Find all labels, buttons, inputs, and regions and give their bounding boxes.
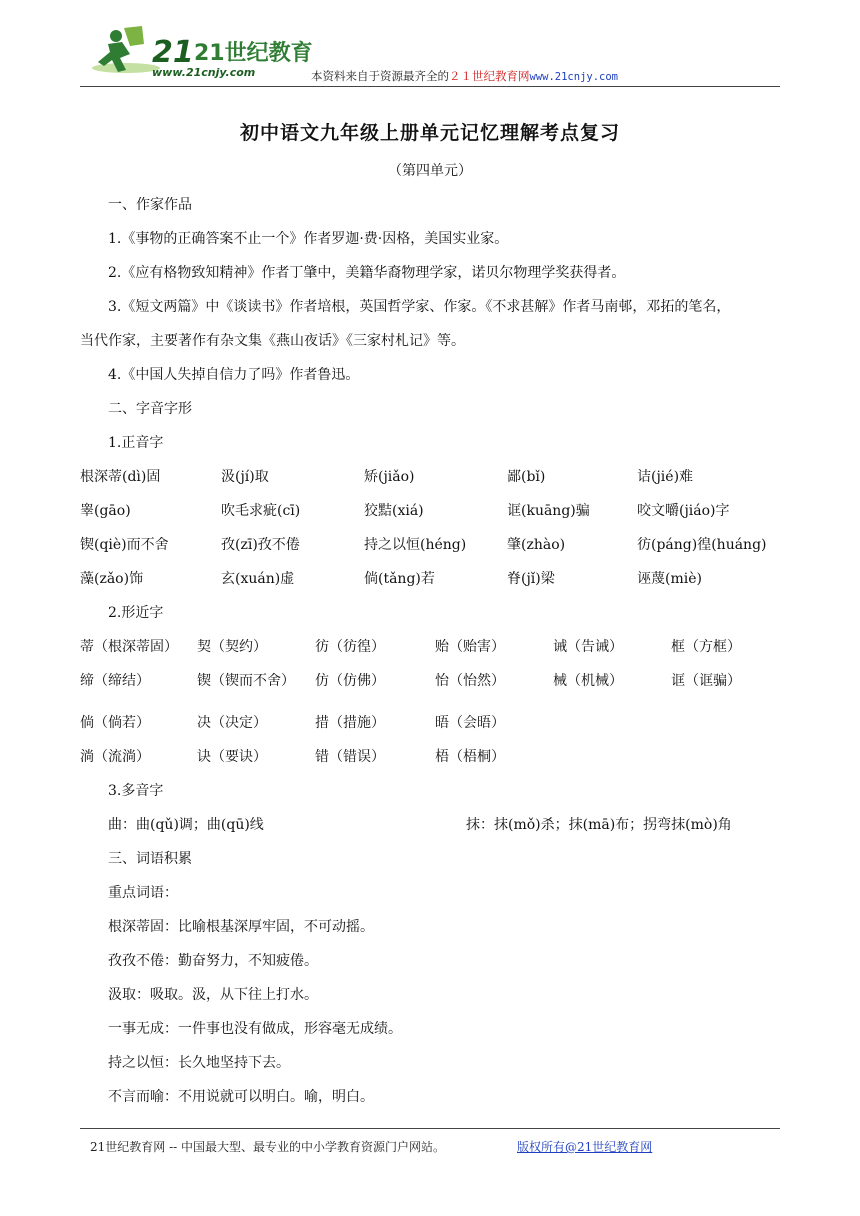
similar-cell: 淌（流淌） <box>80 749 150 765</box>
subheading-key-words: 重点词语： <box>108 885 178 901</box>
pinyin-cell: 诘(jié)难 <box>637 469 694 485</box>
similar-cell: 梧（梧桐） <box>435 749 505 765</box>
pinyin-cell: 咬文嚼(jiáo)字 <box>637 503 730 519</box>
similar-cell: 械（机械） <box>553 673 623 689</box>
similar-cell: 框（方框） <box>671 639 741 655</box>
pinyin-cell: 狡黠(xiá) <box>364 503 424 519</box>
similar-cell: 诫（告诫） <box>553 639 623 655</box>
pinyin-cell: 诓(kuāng)骗 <box>507 503 590 519</box>
document-subtitle: （第四单元） <box>388 163 472 179</box>
similar-cell: 决（决定） <box>197 715 267 731</box>
vocab-item: 根深蒂固：比喻根基深厚牢固，不可动摇。 <box>108 919 374 935</box>
pinyin-cell: 藻(zǎo)饰 <box>80 571 144 587</box>
author-item: 3.《短文两篇》中《谈读书》作者培根，英国哲学家、作家。《不求甚解》作者马南邨，邓拓的笔名， <box>108 299 731 315</box>
subheading-polyphones: 3.多音字 <box>108 783 164 799</box>
polyphone-item: 曲：曲(qǔ)调；曲(qū)线 <box>108 817 264 833</box>
similar-cell: 仿（仿佛） <box>315 673 385 689</box>
author-item: 4.《中国人失掉自信力了吗》作者鲁迅。 <box>108 367 360 383</box>
section-heading-authors: 一、作家作品 <box>108 197 192 213</box>
polyphone-item: 抹：抹(mǒ)杀；抹(mā)布；拐弯抹(mò)角 <box>466 817 732 833</box>
site-logo <box>86 24 313 82</box>
author-item: 2.《应有格物致知精神》作者丁肇中，美籍华裔物理学家，诺贝尔物理学奖获得者。 <box>108 265 626 281</box>
pinyin-cell: 根深蒂(dì)固 <box>80 469 161 485</box>
similar-cell: 缔（缔结） <box>80 673 150 689</box>
subheading-pronunciation: 1.正音字 <box>108 435 164 451</box>
banner-site-name: ２１世纪教育网 <box>449 69 530 83</box>
author-item-continued: 当代作家，主要著作有杂文集《燕山夜话》《三家村札记》等。 <box>80 333 465 349</box>
footer-rule <box>80 1128 780 1129</box>
svg-text:21世纪教育: 21世纪教育 <box>194 41 313 66</box>
pinyin-cell: 鄙(bǐ) <box>507 469 546 485</box>
similar-cell: 诀（要诀） <box>197 749 267 765</box>
similar-cell: 锲（锲而不舍） <box>197 673 295 689</box>
section-heading-vocabulary: 三、词语积累 <box>108 851 192 867</box>
similar-cell: 措（措施） <box>315 715 385 731</box>
similar-cell: 倘（倘若） <box>80 715 150 731</box>
pinyin-cell: 肇(zhào) <box>507 537 566 553</box>
vocab-item: 持之以恒：长久地坚持下去。 <box>108 1055 290 1071</box>
similar-cell: 晤（会晤） <box>435 715 505 731</box>
pinyin-cell: 汲(jí)取 <box>221 469 269 485</box>
document-title: 初中语文九年级上册单元记忆理解考点复习 <box>239 122 620 144</box>
vocab-item: 汲取：吸取。汲，从下往上打水。 <box>108 987 318 1003</box>
pinyin-cell: 锲(qiè)而不舍 <box>80 537 169 553</box>
pinyin-cell: 矫(jiǎo) <box>364 469 415 485</box>
pinyin-cell: 玄(xuán)虚 <box>221 571 295 587</box>
similar-cell: 错（错误） <box>315 749 385 765</box>
similar-cell: 彷（彷徨） <box>315 639 385 655</box>
similar-cell: 贻（贻害） <box>435 639 505 655</box>
footer-tagline: 21世纪教育网 -- 中国最大型、最专业的中小学教育资源门户网站。 <box>90 1140 446 1154</box>
vocab-item: 不言而喻：不用说就可以明白。喻，明白。 <box>108 1089 374 1105</box>
pinyin-cell: 彷(páng)徨(huáng) <box>637 537 767 553</box>
vocab-item: 孜孜不倦：勤奋努力，不知疲倦。 <box>108 953 318 969</box>
banner-url[interactable]: www.21cnjy.com <box>529 71 619 83</box>
pinyin-cell: 睾(gāo) <box>80 503 131 519</box>
svg-text:www.21cnjy.com: www.21cnjy.com <box>152 66 256 79</box>
subheading-similar-characters: 2.形近字 <box>108 605 164 621</box>
header-rule <box>80 86 780 87</box>
pinyin-cell: 倘(tǎng)若 <box>364 571 435 587</box>
similar-cell: 契（契约） <box>197 639 267 655</box>
pinyin-cell: 脊(jǐ)梁 <box>507 571 555 587</box>
section-heading-characters: 二、字音字形 <box>108 401 192 417</box>
pinyin-cell: 持之以恒(héng) <box>364 537 467 553</box>
pinyin-cell: 孜(zī)孜不倦 <box>221 537 300 553</box>
header-banner <box>311 68 618 84</box>
similar-cell: 诓（诓骗） <box>671 673 741 689</box>
similar-cell: 怡（怡然） <box>435 673 505 689</box>
similar-cell: 蒂（根深蒂固） <box>80 639 178 655</box>
banner-prefix: 本资料来自于资源最齐全的 <box>311 69 449 83</box>
pinyin-cell: 吹毛求疵(cī) <box>221 503 301 519</box>
author-item: 1.《事物的正确答案不止一个》作者罗迦·费·因格，美国实业家。 <box>108 231 509 247</box>
runner-logo-icon <box>86 24 313 82</box>
pinyin-cell: 诬蔑(miè) <box>637 571 702 587</box>
vocab-item: 一事无成：一件事也没有做成，形容毫无成绩。 <box>108 1021 402 1037</box>
footer-copyright-link[interactable]: 版权所有@21世纪教育网 <box>517 1140 653 1154</box>
svg-text:21: 21 <box>152 35 194 70</box>
